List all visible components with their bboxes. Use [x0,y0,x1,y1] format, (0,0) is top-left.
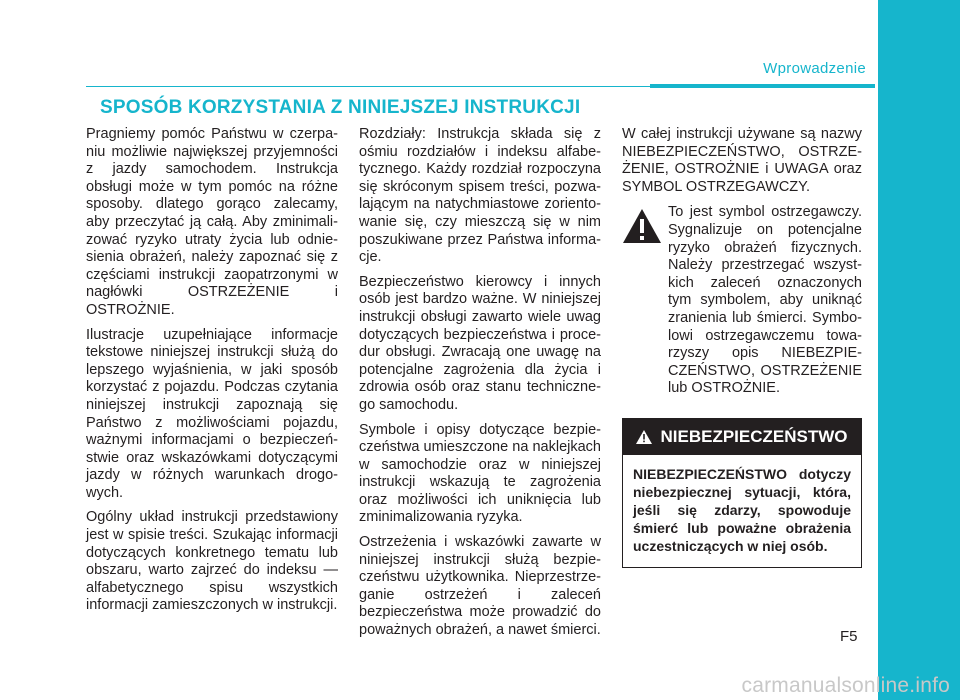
danger-notice-box [622,418,862,568]
chapter-side-tab [878,0,960,700]
paragraph: Rozdziały: Instrukcja składa się z ośmiu rozdziałów i indeksu alfabetycznego. Każdy rozdział rozpoczyna się skróconym spisem treści, pozwalającym na natychmiastowe zorientowanie się, czy mieszczą się w nim poszukiwane przez Państwa informacje. [359,126,601,266]
paragraph: Ilustracje uzupełniające informacje tekstowe niniejszej instrukcji służą do lepszego wyjaśnienia, w jaki sposób korzystać z pojazdu. Podczas czytania niniejszej instrukcji zapoznają się Państwo z możliwościami pojazdu, ważnymi informacjami o bezpieczeństwie oraz wskazówkami dotyczącymi jazdy w różnych warunkach drogowych. [86,326,338,501]
text-column-1 [86,126,338,622]
warning-triangle-icon [622,208,662,244]
safety-symbol-description: To jest symbol ostrzegawczy. Sygnalizuje on potencjalne ryzyko obrażeń fizycznych. Należy przestrzegać wszystkich zaleceń oznaczonych tym symbolem, aby uniknąć zranienia lub śmierci. Symbolowi ostrzegawczemu towarzyszy opis NIEBEZPIECZEŃSTWO, OSTRZEŻENIE lub OSTROŻNIE. [668,204,862,397]
page-number: F5 [840,628,858,645]
danger-notice-body: NIEBEZPIECZEŃSTWO dotyczy niebezpiecznej sytuacji, która, jeśli się zdarzy, spowoduje śmierć lub poważne obrażenia uczestniczących w niej osób. [633,465,851,554]
paragraph: Symbole i opisy dotyczące bezpieczeństwa umieszczone na naklejkach w samochodzie oraz w niniejszej instrukcji wskazują te zagrożenia oraz możliwości ich uniknięcia lub zminimalizowania ryzyka. [359,421,601,526]
paragraph: Pragniemy pomóc Państwu w czerpaniu możliwie największej przyjemności z jazdy samochodem. Instrukcja obsługi może w tym pomóc na różne sposoby. dlatego gorąco zalecamy, aby przeczytać ją całą. Aby zminimalizować ryzyko utraty życia lub odniesienia obrażeń, należy zapoznać się z częściami instrukcji zaopatrzonymi w nagłówki OSTRZEŻENIE i OSTROŻNIE. [86,126,338,318]
paragraph: Bezpieczeństwo kierowcy i innych osób jest bardzo ważne. W niniejszej instrukcji obsługi zawarto wiele uwag dotyczących bezpieczeństwa i procedur obsługi. Zwracają one uwagę na potencjalne zagrożenia dla życia i zdrowia osób oraz stanu technicznego samochodu. [359,273,601,413]
warning-triangle-icon [636,430,652,444]
watermark: carmanualsonline.info [741,674,950,697]
text-column-3 [622,126,862,568]
paragraph: Ostrzeżenia i wskazówki zawarte w niniejszej instrukcji służą bezpieczeństwu użytkownika. Nieprzestrzeganie ostrzeżeń i zaleceń bezpieczeństwa może prowadzić do poważnych obrażeń, a nawet śmierci. [359,534,601,639]
safety-symbol-block [622,204,862,398]
header-rule-accent [650,84,875,88]
section-label: Wprowadzenie [763,60,866,77]
danger-notice-title: NIEBEZPIECZEŃSTWO [660,427,848,447]
paragraph: W całej instrukcji używane są nazwy NIEBEZPIECZEŃSTWO, OSTRZEŻENIE, OSTROŻNIE i UWAGA oraz SYMBOL OSTRZEGAWCZY. [622,126,862,195]
text-column-2 [359,126,601,647]
page-title: SPOSÓB KORZYSTANIA Z NINIEJSZEJ INSTRUKCJI [100,97,581,118]
danger-notice-header [623,419,861,455]
paragraph: Ogólny układ instrukcji przedstawiony jest w spisie treści. Szukając informacji dotyczących konkretnego tematu lub obszaru, warto zajrzeć do indeksu —alfabetycznego spisu wszystkich informacji zamieszczonych w instrukcji. [86,509,338,614]
